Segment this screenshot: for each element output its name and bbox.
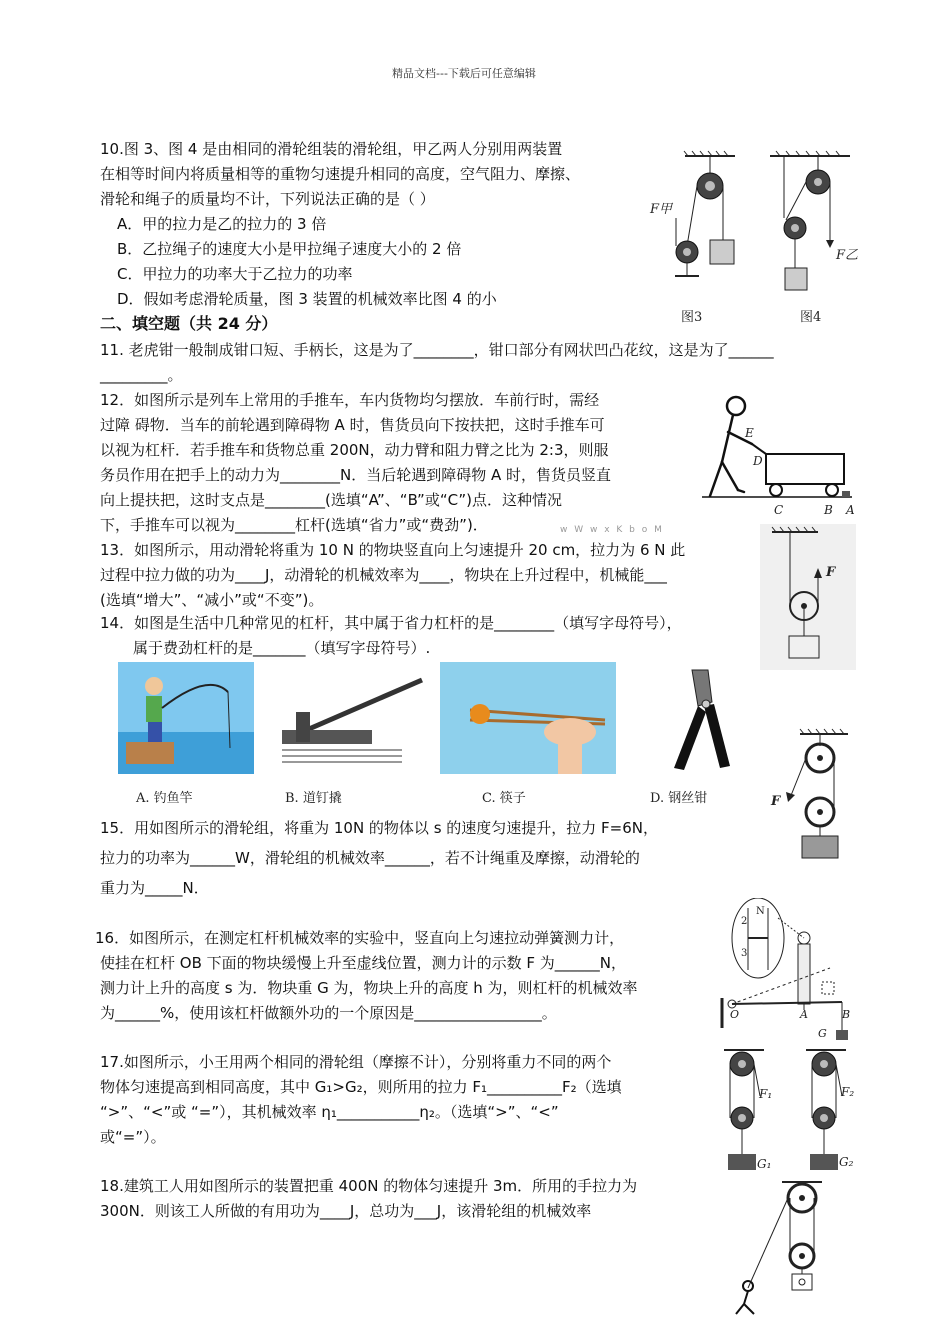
q15-line3: 重力为_____N．: [100, 879, 209, 897]
q14-line2: 属于费劲杠杆的是_______（填写字母符号）.: [133, 639, 431, 657]
scale-tick-2: 2: [741, 916, 748, 927]
wire-pliers-image: [652, 662, 742, 774]
worker-pulley-figure: [730, 1178, 840, 1318]
cart-label-d: D: [753, 454, 763, 468]
page-header: 精品文档---下载后可任意编辑: [392, 67, 536, 80]
q13-f-label: F: [826, 565, 836, 580]
cart-label-a: A: [846, 503, 855, 517]
q16-line1: 16．如图所示，在测定杠杆机械效率的实验中，竖直向上匀速拉动弹簧测力计，: [95, 929, 625, 947]
scale-tick-3: 3: [741, 948, 748, 959]
f-yi-label: F乙: [836, 248, 859, 263]
q17-line4: 或“=”）。: [100, 1128, 166, 1146]
q10-option-d: D．假如考虑滑轮质量，图 3 装置的机械效率比图 4 的小: [117, 290, 497, 308]
q18-line1: 18.建筑工人用如图所示的装置把重 400N 的物体匀速提升 3m．所用的手拉力为: [100, 1177, 638, 1195]
q12-line1: 12．如图所示是列车上常用的手推车，车内货物均匀摆放．车前行时，需经: [100, 391, 600, 409]
q10-line2: 在相等时间内将质量相等的重物匀速提升相同的高度，空气阻力、摩擦、: [100, 165, 581, 183]
q12-line4: 务员作用在把手上的动力为________N．当后轮遇到障碍物 A 时，售货员竖直: [100, 466, 612, 484]
q17-line3: “>”、“<”或 “=”），其机械效率 η₁___________η₂。（选填“>”、“<”: [100, 1103, 559, 1121]
section-2-title: 二、填空题（共 24 分）: [100, 314, 278, 333]
caption-spike-crowbar: B. 道钉撬: [285, 791, 342, 806]
q13-line3: (选填“增大”、“减小”或“不变”)。: [100, 591, 324, 609]
q13-line2: 过程中拉力做的功为____J，动滑轮的机械效率为____，物块在上升过程中，机械能___: [100, 566, 667, 584]
pulley-figure-3-4: [640, 148, 860, 328]
q15-f-label: F: [771, 794, 781, 809]
caption-chopsticks: C. 筷子: [482, 791, 526, 806]
lever-label-g: G: [818, 1027, 827, 1040]
cart-figure: [700, 392, 860, 520]
q16-line4: 为______%，使用该杠杆做额外功的一个原因是_________________。: [100, 1004, 557, 1022]
f-jia-label: F甲: [650, 202, 673, 217]
cart-label-b: B: [824, 503, 833, 517]
q11-line2: _________。: [100, 366, 183, 384]
fishing-rod-image: [118, 662, 254, 774]
q10-option-a: A．甲的拉力是乙的拉力的 3 倍: [117, 215, 327, 233]
cart-label-e: E: [745, 426, 754, 440]
q12-line6: 下，手推车可以视为________杠杆(选填“省力”或“费劲”)．: [100, 516, 488, 534]
label-g2: G₂: [839, 1155, 854, 1169]
q12-line3: 以视为杠杆．若手推车和货物总重 200N，动力臂和阻力臂之比为 2:3，则服: [100, 441, 609, 459]
q12-line5: 向上提扶把，这时支点是________(选填“A”、“B”或“C”)点．这种情况: [100, 491, 562, 509]
label-f1: F₁: [759, 1087, 773, 1101]
fig3-label: 图3: [681, 310, 703, 325]
caption-fishing-rod: A. 钓鱼竿: [136, 791, 193, 806]
q10-option-c: C．甲拉力的功率大于乙拉力的功率: [117, 265, 353, 283]
movable-pulley-figure: [760, 524, 856, 670]
q16-line3: 测力计上升的高度 s 为．物块重 G 为，物块上升的高度 h 为，则杠杆的机械效率: [100, 979, 638, 997]
q11-line1: 11. 老虎钳一般制成钳口短、手柄长，这是为了________，钳口部分有网状凹凸花纹，这是为了______: [100, 341, 774, 359]
q17-line1: 17.如图所示，小王用两个相同的滑轮组（摩擦不计），分别将重力不同的两个: [100, 1053, 612, 1071]
q15-line1: 15．用如图所示的滑轮组，将重为 10N 的物体以 s 的速度匀速提升，拉力 F=6N，: [100, 819, 659, 837]
q10-line3: 滑轮和绳子的质量均不计，下列说法正确的是（ ）: [100, 190, 435, 208]
lever-label-a: A: [800, 1008, 808, 1021]
caption-wire-pliers: D. 钢丝钳: [650, 791, 708, 806]
q15-line2: 拉力的功率为______W，滑轮组的机械效率______，若不计绳重及摩擦，动滑轮的: [100, 849, 640, 867]
lever-label-b: B: [842, 1008, 851, 1021]
q18-line2: 300N．则该工人所做的有用功为____J，总功为___J，该滑轮组的机械效率: [100, 1202, 592, 1220]
scale-label-n: N: [756, 906, 765, 917]
watermark: w W w x K b o M: [560, 525, 664, 535]
q10-line1: 10.图 3、图 4 是由相同的滑轮组装的滑轮组，甲乙两人分别用两装置: [100, 140, 563, 158]
spike-crowbar-image: [272, 672, 432, 772]
lever-spring-scale-figure: [718, 898, 858, 1048]
q17-line2: 物体匀速提高到相同高度，其中 G₁>G₂，则所用的拉力 F₁__________F₂（选填: [100, 1078, 622, 1096]
chopsticks-image: [440, 662, 616, 774]
pulley-block-figure: [770, 728, 850, 864]
label-g1: G₁: [757, 1157, 772, 1171]
q12-line2: 过障 碍物．当车的前轮遇到障碍物 A 时，售货员向下按扶把，这时手推车可: [100, 416, 605, 434]
q10-option-b: B．乙拉绳子的速度大小是甲拉绳子速度大小的 2 倍: [117, 240, 462, 258]
q16-line2: 使挂在杠杆 OB 下面的物块缓慢上升至虚线位置，测力计的示数 F 为______N，: [100, 954, 627, 972]
q13-line1: 13．如图所示，用动滑轮将重为 10 N 的物块竖直向上匀速提升 20 cm，拉力为 6 N 此: [100, 541, 686, 559]
label-f2: F₂: [841, 1085, 855, 1099]
fig4-label: 图4: [800, 310, 822, 325]
q14-line1: 14．如图是生活中几种常见的杠杆，其中属于省力杠杆的是________（填写字母符号），: [100, 614, 682, 632]
lever-label-o: O: [730, 1008, 740, 1021]
cart-label-c: C: [774, 503, 784, 517]
